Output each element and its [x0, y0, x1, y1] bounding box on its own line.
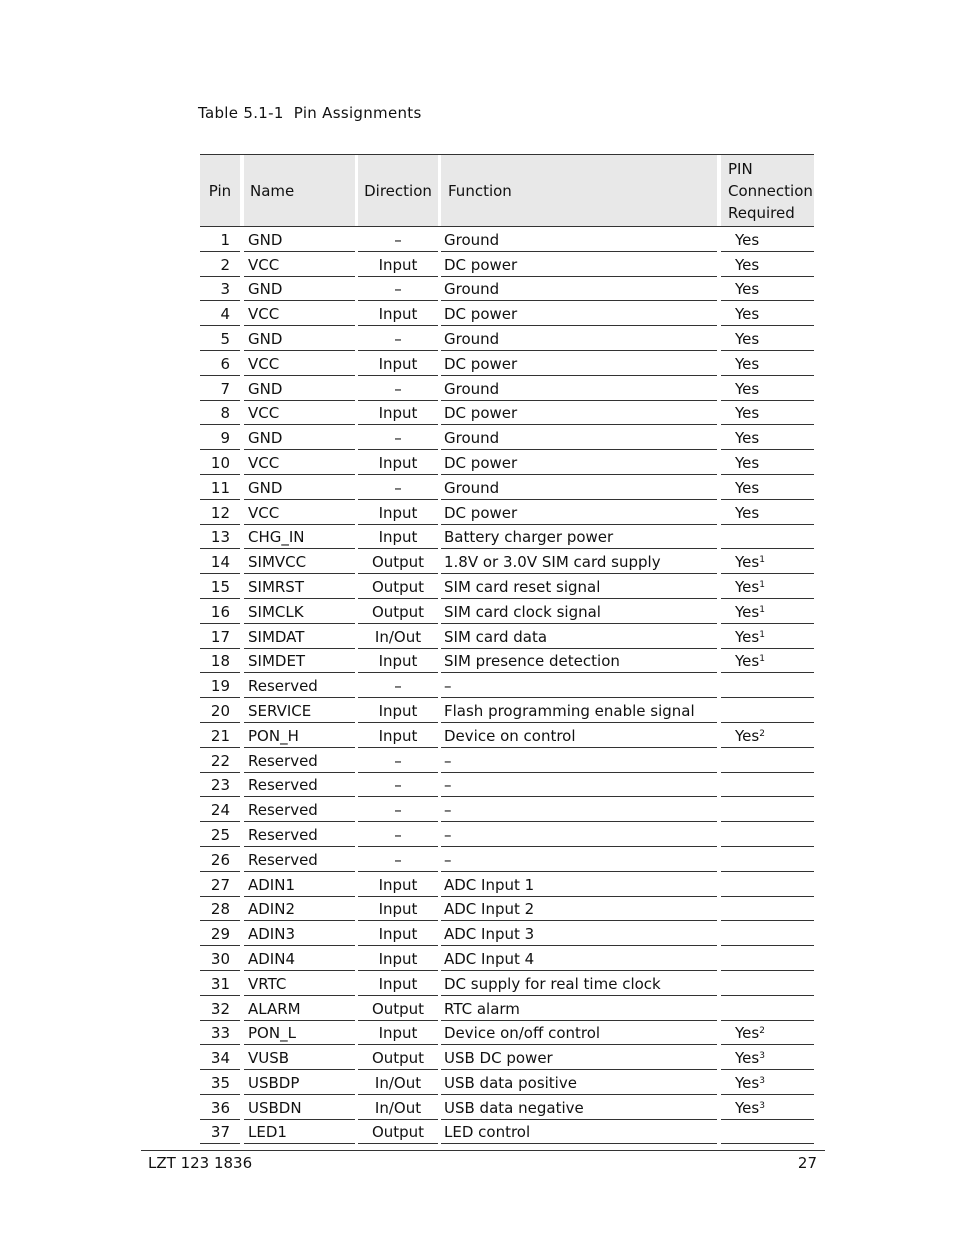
table-row — [200, 549, 814, 574]
cell-required: Yes$^1$ — [721, 649, 814, 674]
cell-required: Yes$^1$ — [721, 624, 814, 649]
cell-function: Ground — [441, 326, 717, 351]
cell-required — [721, 847, 814, 872]
table-row — [200, 649, 814, 674]
table-row — [200, 227, 814, 252]
cell-pin: 8 — [200, 401, 240, 426]
table-row — [200, 425, 814, 450]
cell-function: USB data positive — [441, 1070, 717, 1095]
cell-name: ADIN4 — [244, 946, 355, 971]
footnote-marker: 1 — [759, 579, 765, 590]
cell-required: Yes$^3$ — [721, 1095, 814, 1120]
cell-required — [721, 673, 814, 698]
cell-name: CHG_IN — [244, 525, 355, 550]
cell-required — [721, 872, 814, 897]
cell-required: Yes — [721, 326, 814, 351]
cell-required — [721, 921, 814, 946]
cell-direction: – — [358, 326, 438, 351]
cell-name: Reserved — [244, 773, 355, 798]
pin-assignments-table — [200, 154, 814, 1144]
cell-function: Ground — [441, 376, 717, 401]
cell-required: Yes — [721, 450, 814, 475]
cell-required: Yes — [721, 227, 814, 252]
cell-function: – — [441, 773, 717, 798]
footnote-marker: 3 — [759, 1100, 765, 1111]
table-row — [200, 574, 814, 599]
cell-pin: 30 — [200, 946, 240, 971]
footnote-marker: 1 — [759, 629, 765, 640]
cell-pin: 3 — [200, 277, 240, 302]
cell-required: Yes$^3$ — [721, 1045, 814, 1070]
cell-direction: Input — [358, 301, 438, 326]
cell-direction: – — [358, 773, 438, 798]
cell-name: VRTC — [244, 971, 355, 996]
cell-pin: 36 — [200, 1095, 240, 1120]
cell-pin: 20 — [200, 698, 240, 723]
cell-direction: – — [358, 673, 438, 698]
cell-pin: 6 — [200, 351, 240, 376]
cell-required — [721, 698, 814, 723]
cell-function: Ground — [441, 277, 717, 302]
cell-pin: 35 — [200, 1070, 240, 1095]
cell-pin: 19 — [200, 673, 240, 698]
table-row — [200, 450, 814, 475]
cell-pin: 22 — [200, 748, 240, 773]
cell-name: ADIN2 — [244, 897, 355, 922]
cell-required: Yes — [721, 277, 814, 302]
cell-name: USBDP — [244, 1070, 355, 1095]
cell-name: SIMRST — [244, 574, 355, 599]
cell-name: LED1 — [244, 1120, 355, 1145]
cell-required: Yes$^1$ — [721, 574, 814, 599]
cell-name: VCC — [244, 500, 355, 525]
cell-required: Yes — [721, 252, 814, 277]
cell-pin: 27 — [200, 872, 240, 897]
cell-name: PON_L — [244, 1021, 355, 1046]
cell-name: Reserved — [244, 797, 355, 822]
cell-name: GND — [244, 227, 355, 252]
footnote-marker: 1 — [759, 604, 765, 615]
cell-name: GND — [244, 326, 355, 351]
cell-required — [721, 797, 814, 822]
cell-required — [721, 525, 814, 550]
cell-pin: 31 — [200, 971, 240, 996]
cell-required — [721, 996, 814, 1021]
table-row — [200, 1120, 814, 1145]
cell-pin: 4 — [200, 301, 240, 326]
cell-required: Yes — [721, 401, 814, 426]
cell-function: DC power — [441, 351, 717, 376]
cell-pin: 29 — [200, 921, 240, 946]
cell-pin: 24 — [200, 797, 240, 822]
header-required-line3: Required — [728, 203, 795, 222]
table-row — [200, 376, 814, 401]
cell-name: VCC — [244, 301, 355, 326]
cell-function: DC power — [441, 252, 717, 277]
table-row — [200, 897, 814, 922]
table-row — [200, 277, 814, 302]
table-row — [200, 500, 814, 525]
table-caption: Table 5.1-1 Pin Assignments — [198, 104, 422, 122]
cell-required: Yes$^2$ — [721, 1021, 814, 1046]
cell-name: Reserved — [244, 822, 355, 847]
cell-pin: 2 — [200, 252, 240, 277]
cell-required: Yes — [721, 301, 814, 326]
cell-function: – — [441, 847, 717, 872]
table-row — [200, 1045, 814, 1070]
cell-pin: 28 — [200, 897, 240, 922]
table-row — [200, 872, 814, 897]
cell-name: SIMDET — [244, 649, 355, 674]
header-connection-required — [721, 154, 814, 227]
cell-function: 1.8V or 3.0V SIM card supply — [441, 549, 717, 574]
cell-direction: Input — [358, 698, 438, 723]
cell-required: Yes — [721, 500, 814, 525]
cell-pin: 14 — [200, 549, 240, 574]
header-required-line2: Connection — [728, 181, 813, 200]
footnote-marker: 2 — [759, 1026, 765, 1037]
cell-pin: 34 — [200, 1045, 240, 1070]
cell-function: SIM card data — [441, 624, 717, 649]
cell-direction: Input — [358, 872, 438, 897]
table-row — [200, 748, 814, 773]
table-row — [200, 624, 814, 649]
cell-pin: 26 — [200, 847, 240, 872]
cell-function: Ground — [441, 475, 717, 500]
header-direction: Direction — [358, 154, 438, 227]
header-function: Function — [441, 154, 717, 227]
table-row — [200, 847, 814, 872]
cell-name: GND — [244, 425, 355, 450]
table-row — [200, 1021, 814, 1046]
cell-function: DC power — [441, 450, 717, 475]
cell-name: GND — [244, 475, 355, 500]
cell-direction: Output — [358, 1045, 438, 1070]
cell-name: VCC — [244, 450, 355, 475]
cell-pin: 7 — [200, 376, 240, 401]
cell-name: Reserved — [244, 748, 355, 773]
cell-direction: Input — [358, 450, 438, 475]
cell-name: SERVICE — [244, 698, 355, 723]
cell-pin: 23 — [200, 773, 240, 798]
table-row — [200, 971, 814, 996]
cell-name: VCC — [244, 351, 355, 376]
cell-function: – — [441, 748, 717, 773]
table-row — [200, 401, 814, 426]
cell-name: Reserved — [244, 673, 355, 698]
cell-required — [721, 897, 814, 922]
table-row — [200, 797, 814, 822]
table-row — [200, 822, 814, 847]
footer-divider — [141, 1150, 825, 1151]
cell-function: ADC Input 1 — [441, 872, 717, 897]
cell-direction: – — [358, 227, 438, 252]
cell-direction: – — [358, 475, 438, 500]
page-number: 27 — [797, 1154, 817, 1172]
cell-required: Yes — [721, 475, 814, 500]
cell-name: Reserved — [244, 847, 355, 872]
cell-direction: Output — [358, 996, 438, 1021]
cell-direction: Input — [358, 351, 438, 376]
cell-direction: Output — [358, 574, 438, 599]
cell-function: USB data negative — [441, 1095, 717, 1120]
cell-name: SIMCLK — [244, 599, 355, 624]
cell-function: Ground — [441, 227, 717, 252]
cell-direction: – — [358, 748, 438, 773]
cell-direction: In/Out — [358, 624, 438, 649]
cell-pin: 32 — [200, 996, 240, 1021]
cell-pin: 11 — [200, 475, 240, 500]
cell-direction: Input — [358, 897, 438, 922]
cell-function: Battery charger power — [441, 525, 717, 550]
cell-name: VCC — [244, 252, 355, 277]
cell-direction: – — [358, 376, 438, 401]
cell-name: VUSB — [244, 1045, 355, 1070]
table-body — [200, 227, 814, 1144]
cell-name: ADIN3 — [244, 921, 355, 946]
footnote-marker: 1 — [759, 654, 765, 665]
cell-function: Device on/off control — [441, 1021, 717, 1046]
cell-function: – — [441, 797, 717, 822]
table-row — [200, 996, 814, 1021]
cell-direction: – — [358, 277, 438, 302]
cell-required — [721, 946, 814, 971]
cell-direction: Input — [358, 525, 438, 550]
cell-function: LED control — [441, 1120, 717, 1145]
cell-direction: Output — [358, 599, 438, 624]
cell-name: SIMDAT — [244, 624, 355, 649]
cell-direction: – — [358, 797, 438, 822]
cell-function: ADC Input 4 — [441, 946, 717, 971]
cell-direction: Input — [358, 500, 438, 525]
cell-pin: 10 — [200, 450, 240, 475]
table-row — [200, 921, 814, 946]
cell-direction: Input — [358, 946, 438, 971]
cell-function: DC power — [441, 500, 717, 525]
cell-direction: Output — [358, 549, 438, 574]
footnote-marker: 2 — [759, 728, 765, 739]
cell-function: DC power — [441, 301, 717, 326]
table-row — [200, 1070, 814, 1095]
table-row — [200, 301, 814, 326]
table-row — [200, 1095, 814, 1120]
table-header-row — [200, 154, 814, 227]
cell-direction: – — [358, 425, 438, 450]
cell-pin: 13 — [200, 525, 240, 550]
table-row — [200, 946, 814, 971]
cell-required — [721, 773, 814, 798]
table-row — [200, 351, 814, 376]
cell-required: Yes$^3$ — [721, 1070, 814, 1095]
cell-direction: Input — [358, 401, 438, 426]
cell-name: ADIN1 — [244, 872, 355, 897]
table-row — [200, 599, 814, 624]
table-row — [200, 326, 814, 351]
table-row — [200, 525, 814, 550]
cell-function: – — [441, 822, 717, 847]
cell-function: Ground — [441, 425, 717, 450]
cell-function: RTC alarm — [441, 996, 717, 1021]
table-row — [200, 773, 814, 798]
cell-function: ADC Input 3 — [441, 921, 717, 946]
cell-required: Yes$^2$ — [721, 723, 814, 748]
cell-pin: 33 — [200, 1021, 240, 1046]
cell-pin: 12 — [200, 500, 240, 525]
cell-required: Yes — [721, 376, 814, 401]
cell-name: GND — [244, 277, 355, 302]
header-required-line1: PIN — [728, 159, 753, 178]
cell-function: SIM presence detection — [441, 649, 717, 674]
cell-direction: Input — [358, 723, 438, 748]
cell-name: SIMVCC — [244, 549, 355, 574]
cell-direction: Input — [358, 252, 438, 277]
cell-direction: Input — [358, 921, 438, 946]
cell-name: VCC — [244, 401, 355, 426]
table-row — [200, 698, 814, 723]
cell-function: DC power — [441, 401, 717, 426]
cell-direction: – — [358, 822, 438, 847]
table-row — [200, 673, 814, 698]
cell-pin: 18 — [200, 649, 240, 674]
cell-direction: In/Out — [358, 1095, 438, 1120]
cell-pin: 16 — [200, 599, 240, 624]
cell-direction: Input — [358, 649, 438, 674]
cell-required — [721, 822, 814, 847]
cell-required — [721, 748, 814, 773]
cell-pin: 1 — [200, 227, 240, 252]
cell-pin: 9 — [200, 425, 240, 450]
cell-function: Flash programming enable signal — [441, 698, 717, 723]
footnote-marker: 1 — [759, 555, 765, 566]
cell-required — [721, 971, 814, 996]
cell-function: SIM card reset signal — [441, 574, 717, 599]
cell-direction: Output — [358, 1120, 438, 1145]
table-row — [200, 723, 814, 748]
cell-name: USBDN — [244, 1095, 355, 1120]
cell-direction: Input — [358, 971, 438, 996]
cell-pin: 17 — [200, 624, 240, 649]
cell-direction: Input — [358, 1021, 438, 1046]
cell-pin: 21 — [200, 723, 240, 748]
cell-required: Yes$^1$ — [721, 549, 814, 574]
cell-direction: – — [358, 847, 438, 872]
cell-required: Yes$^1$ — [721, 599, 814, 624]
cell-pin: 15 — [200, 574, 240, 599]
cell-required: Yes — [721, 351, 814, 376]
header-name: Name — [244, 154, 355, 227]
footnote-marker: 3 — [759, 1051, 765, 1062]
cell-function: DC supply for real time clock — [441, 971, 717, 996]
cell-name: PON_H — [244, 723, 355, 748]
cell-pin: 5 — [200, 326, 240, 351]
cell-pin: 37 — [200, 1120, 240, 1145]
header-pin: Pin — [200, 154, 240, 227]
table-row — [200, 252, 814, 277]
cell-function: ADC Input 2 — [441, 897, 717, 922]
cell-name: GND — [244, 376, 355, 401]
cell-function: Device on control — [441, 723, 717, 748]
cell-required: Yes — [721, 425, 814, 450]
footnote-marker: 3 — [759, 1075, 765, 1086]
cell-required — [721, 1120, 814, 1145]
cell-pin: 25 — [200, 822, 240, 847]
table-row — [200, 475, 814, 500]
cell-name: ALARM — [244, 996, 355, 1021]
cell-function: SIM card clock signal — [441, 599, 717, 624]
cell-function: – — [441, 673, 717, 698]
cell-direction: In/Out — [358, 1070, 438, 1095]
cell-function: USB DC power — [441, 1045, 717, 1070]
document-number: LZT 123 1836 — [148, 1154, 253, 1172]
